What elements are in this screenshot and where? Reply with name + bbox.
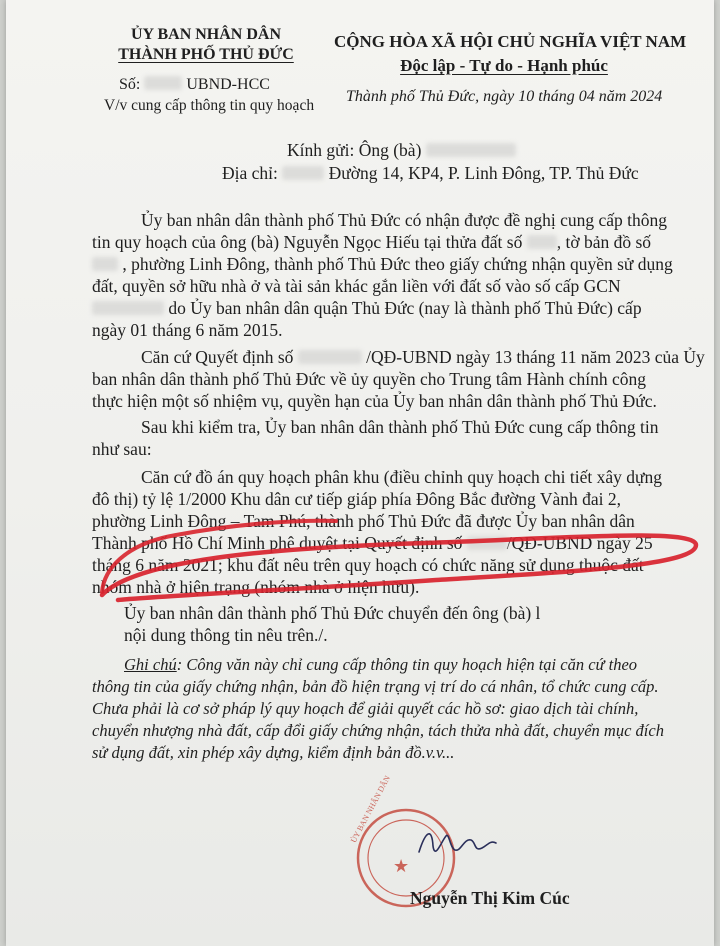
note-label: Ghi chú bbox=[124, 655, 177, 674]
nation-line1: CỘNG HÒA XÃ HỘI CHỦ NGHĨA VIỆT NAM bbox=[334, 32, 687, 51]
note-line4: chuyển nhượng nhà đất, cấp đổi giấy chứng nhận, tách thửa nhà đất, chuyển mục đích bbox=[92, 721, 664, 740]
document-page bbox=[6, 0, 714, 946]
note-line5: sử dụng đất, xin phép xây dựng, kiểm định bản đồ.v.v... bbox=[92, 743, 455, 762]
address-value: Đường 14, KP4, P. Linh Đông, TP. Thủ Đức bbox=[328, 163, 639, 183]
note-line2: thông tin của giấy chứng nhận, bản đồ hiện trạng vị trí do cá nhân, tổ chức cung cấp. bbox=[92, 677, 659, 696]
p5-line2: nội dung thông tin nêu trên./. bbox=[124, 625, 328, 645]
annotation-layer bbox=[6, 0, 714, 946]
p4-line2: đô thị) tỷ lệ 1/2000 Khu dân cư tiếp giáp phía Đông Bắc đường Vành đai 2, bbox=[92, 489, 621, 509]
official-seal bbox=[348, 773, 454, 906]
issuer-line1: ỦY BAN NHÂN DÂN bbox=[130, 26, 282, 43]
seal-text: ỦY BAN NHÂN DÂN bbox=[349, 774, 392, 845]
nation-line2: Độc lập - Tự do - Hạnh phúc bbox=[400, 56, 608, 75]
signer-name: Nguyễn Thị Kim Cúc bbox=[410, 888, 570, 908]
p3-line2: như sau: bbox=[92, 439, 152, 459]
number-prefix: Số: bbox=[119, 76, 141, 93]
document-subject: V/v cung cấp thông tin quy hoạch bbox=[104, 97, 315, 114]
address-label: Địa chỉ: bbox=[222, 163, 278, 183]
greeting: Kính gửi: Ông (bà) bbox=[287, 140, 422, 160]
seal-star: ★ bbox=[393, 856, 410, 876]
issuer-line2: THÀNH PHỐ THỦ ĐỨC bbox=[118, 46, 294, 63]
note-line3: Chưa phải là cơ sở pháp lý quy hoạch để giải quyết các hồ sơ: giao dịch tài chính, bbox=[92, 699, 639, 718]
signature-scribble bbox=[419, 834, 496, 852]
p4-line6: nhóm nhà ở hiện trạng (nhóm nhà ở hiện hữu). bbox=[92, 577, 420, 597]
p1-line4: đất, quyền sở hữu nhà ở và tài sản khác gắn liền với đất số vào số cấp GCN bbox=[92, 276, 621, 296]
p1-line6: ngày 01 tháng 6 năm 2015. bbox=[92, 320, 283, 340]
p4-line3: phường Linh Đông – Tam Phú, thành phố Thủ Đức đã được Ủy ban nhân dân bbox=[92, 511, 635, 531]
p4-line4-b: /QĐ-UBND ngày 25 bbox=[506, 533, 653, 553]
number-suffix: UBND-HCC bbox=[186, 76, 270, 93]
note-line1-text: : Công văn này chỉ cung cấp thông tin quy hoạch hiện tại căn cứ theo bbox=[176, 655, 638, 674]
p2-line2: ban nhân dân thành phố Thủ Đức về ủy quyền cho Trung tâm Hành chính công bbox=[92, 369, 647, 389]
p3-line1: Sau khi kiểm tra, Ủy ban nhân dân thành phố Thủ Đức cung cấp thông tin bbox=[141, 417, 659, 437]
p1-line2-text: tin quy hoạch của ông (bà) Nguyễn Ngọc Hiếu tại thửa đất số bbox=[92, 232, 523, 252]
p2-line1-b: /QĐ-UBND ngày 13 tháng 11 năm 2023 của Ủy bbox=[366, 347, 705, 367]
p4-line4-a: Thành phố Hồ Chí Minh phê duyệt tại Quyết định số bbox=[92, 533, 463, 553]
p1-line2-end: , tờ bản đồ số bbox=[556, 232, 652, 252]
p4-line5: tháng 6 năm 2021; khu đất nêu trên quy hoạch có chức năng sử dụng thuộc đất bbox=[92, 555, 644, 575]
p5-line1: Ủy ban nhân dân thành phố Thủ Đức chuyển đến ông (bà) l bbox=[124, 603, 541, 623]
p4-line1: Căn cứ đồ án quy hoạch phân khu (điều chỉnh quy hoạch chi tiết xây dựng bbox=[141, 467, 662, 487]
p1-line5-text: do Ủy ban nhân dân quận Thủ Đức (nay là thành phố Thủ Đức) cấp bbox=[168, 298, 642, 318]
p1-line1: Ủy ban nhân dân thành phố Thủ Đức có nhận được đề nghị cung cấp thông bbox=[141, 210, 668, 230]
p1-line3-text: , phường Linh Đông, thành phố Thủ Đức theo giấy chứng nhận quyền sử dụng bbox=[122, 254, 673, 274]
p2-line1-a: Căn cứ Quyết định số bbox=[141, 347, 294, 367]
place-date: Thành phố Thủ Đức, ngày 10 tháng 04 năm 2024 bbox=[346, 88, 663, 105]
p2-line3: thực hiện một số nhiệm vụ, quyền hạn của Ủy ban nhân dân thành phố Thủ Đức. bbox=[92, 391, 657, 411]
highlight-circle bbox=[102, 535, 696, 600]
